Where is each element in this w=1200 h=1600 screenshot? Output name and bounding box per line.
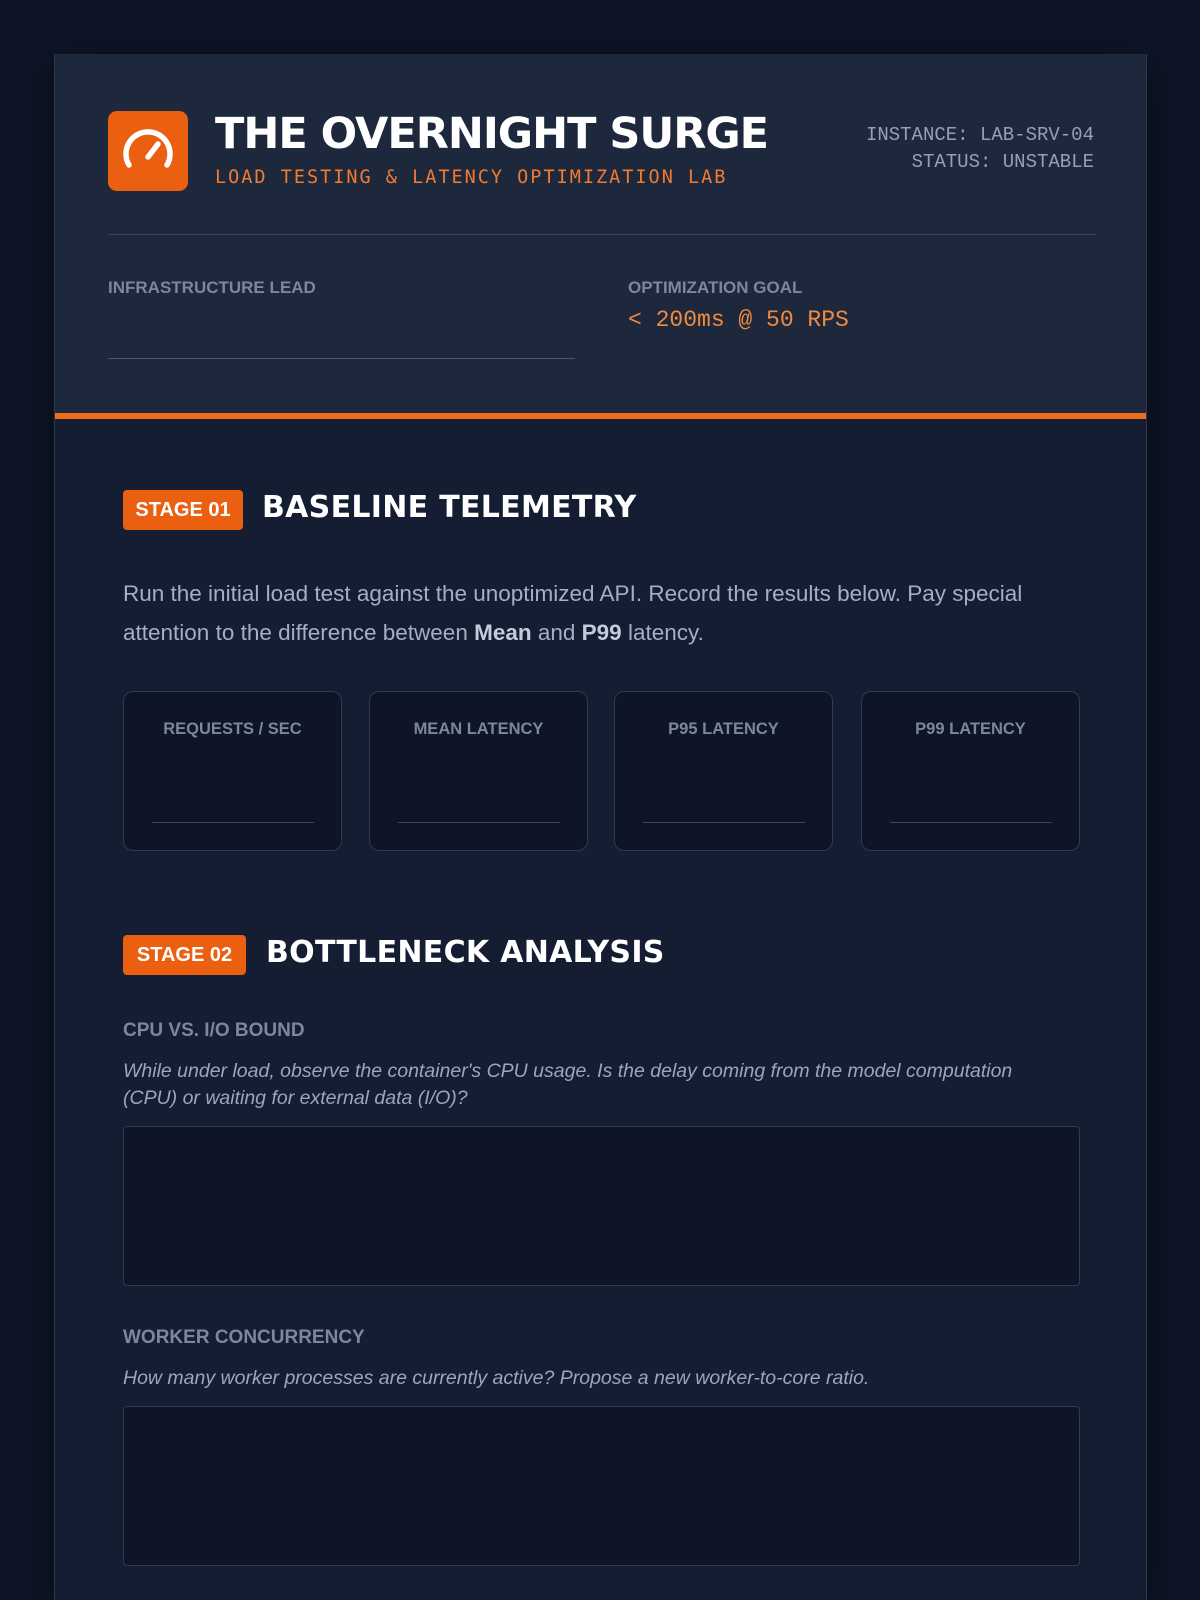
stage-01-badge: STAGE 01 <box>123 490 243 530</box>
stage-01-instructions <box>123 574 1083 652</box>
metric-underline <box>152 822 314 823</box>
stage-01-title: BASELINE TELEMETRY <box>262 490 637 525</box>
stage-02-title: BOTTLENECK ANALYSIS <box>266 935 665 970</box>
worker-concurrency-question-label: WORKER CONCURRENCY <box>123 1327 365 1348</box>
metric-label: P95 LATENCY <box>668 720 779 738</box>
metric-label: REQUESTS / SEC <box>163 720 302 738</box>
instance-status: STATUS: UNSTABLE <box>911 151 1094 173</box>
metric-value-input[interactable] <box>643 772 805 818</box>
worksheet-header <box>55 54 1146 415</box>
infrastructure-lead-underline <box>108 358 575 359</box>
worker-concurrency-question-help: How many worker processes are currently active? Propose a new worker-to-core ratio. <box>123 1367 870 1389</box>
cpu-io-answer-field[interactable] <box>123 1126 1080 1286</box>
instance-id: INSTANCE: LAB-SRV-04 <box>865 124 1094 146</box>
metric-underline <box>643 822 805 823</box>
page-title: THE OVERNIGHT SURGE <box>215 109 769 159</box>
infrastructure-lead-value[interactable] <box>108 309 575 355</box>
worksheet-page <box>54 54 1147 1600</box>
page-subtitle: LOAD TESTING & LATENCY OPTIMIZATION LAB <box>215 167 728 188</box>
worker-concurrency-answer-field[interactable] <box>123 1406 1080 1566</box>
intro-p99-term: P99 <box>581 620 622 645</box>
cpu-io-question-help: While under load, observe the container's CPU usage. Is the delay coming from the model computation (CPU) or waiting for external data (I/O)? <box>123 1060 1013 1109</box>
requests-per-sec-card <box>123 691 342 851</box>
metric-value-input[interactable] <box>398 772 560 818</box>
optimization-goal-label: OPTIMIZATION GOAL <box>628 278 803 297</box>
p95-latency-card <box>614 691 833 851</box>
metric-value-input[interactable] <box>152 772 314 818</box>
mean-latency-card <box>369 691 588 851</box>
intro-text-mid: and <box>531 620 582 645</box>
metric-label: MEAN LATENCY <box>413 720 544 738</box>
metric-underline <box>398 822 560 823</box>
metric-value-input[interactable] <box>890 772 1052 818</box>
cpu-io-question-label: CPU VS. I/O BOUND <box>123 1020 305 1041</box>
optimization-goal-value: < 200ms @ 50 RPS <box>628 307 849 333</box>
stage-02-badge: STAGE 02 <box>123 935 246 975</box>
instance-meta <box>866 122 1094 176</box>
infrastructure-lead-label: INFRASTRUCTURE LEAD <box>108 278 316 297</box>
header-divider <box>108 234 1096 235</box>
intro-text-start: Run the initial load test against the unoptimized API. Record the results below. Pay special attention to the difference between <box>123 581 1023 645</box>
speedometer-icon <box>108 111 188 191</box>
metric-label: P99 LATENCY <box>915 720 1026 738</box>
header-accent-rule <box>55 413 1146 419</box>
p99-latency-card <box>861 691 1080 851</box>
intro-mean-term: Mean <box>474 620 532 645</box>
metric-underline <box>890 822 1052 823</box>
intro-text-end: latency. <box>621 620 704 645</box>
